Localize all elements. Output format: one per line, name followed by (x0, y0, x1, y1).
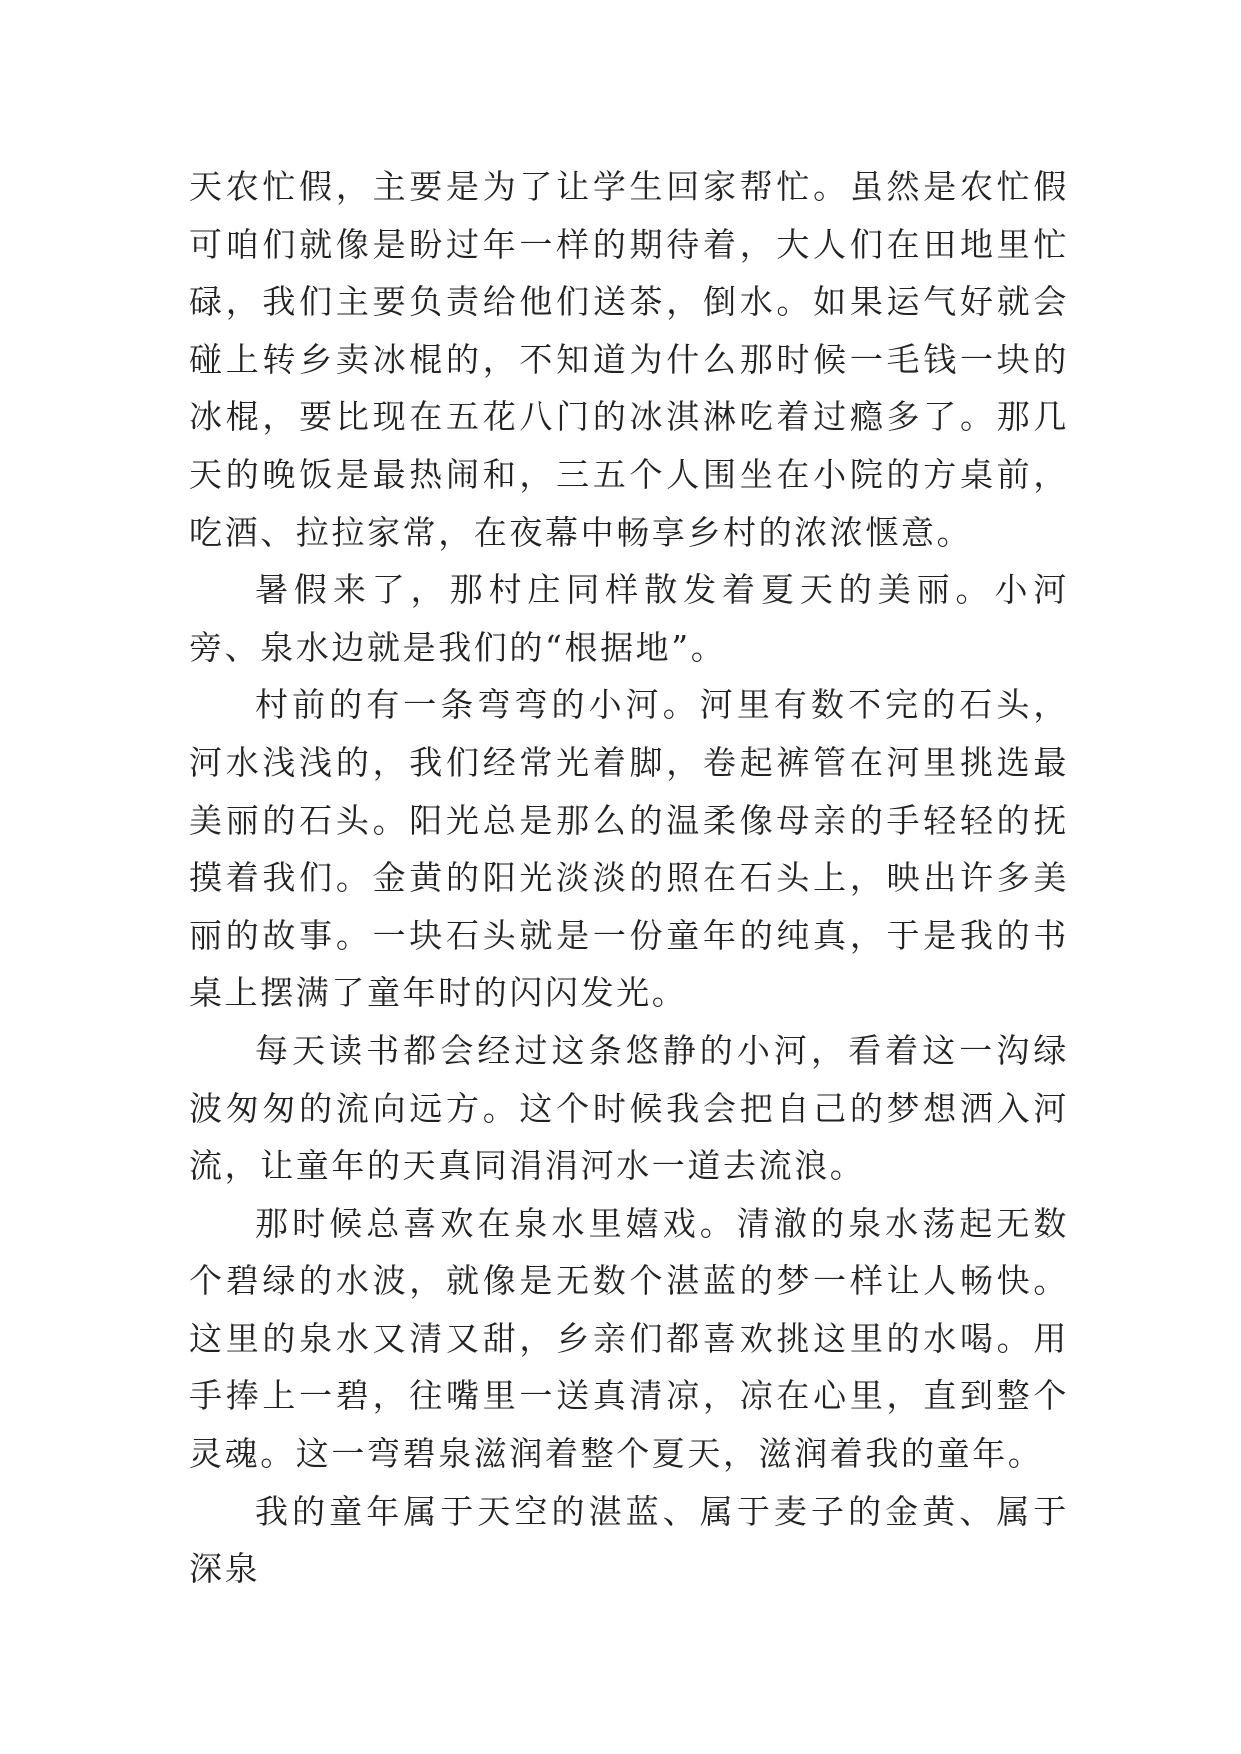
paragraph-5: 那时候总喜欢在泉水里嬉戏。清澈的泉水荡起无数个碧绿的水波，就像是无数个湛蓝的梦一样让人畅快。这里的泉水又清又甜，乡亲们都喜欢挑这里的水喝。用手捧上一碧，往嘴里一送真清凉，凉在心里，直到整个灵魂。这一弯碧泉滋润着整个夏天，滋润着我的童年。 (189, 1203, 1069, 1474)
paragraph-4: 每天读书都会经过这条悠静的小河，看着这一沟绿波匆匆的流向远方。这个时候我会把自己的梦想洒入河流，让童年的天真同涓涓河水一道去流浪。 (189, 1030, 1069, 1186)
paragraph-3: 村前的有一条弯弯的小河。河里有数不完的石头，河水浅浅的，我们经常光着脚，卷起裤管在河里挑选最美丽的石头。阳光总是那么的温柔像母亲的手轻轻的抚摸着我们。金黄的阳光淡淡的照在石头上，映出许多美丽的故事。一块石头就是一份童年的纯真，于是我的书桌上摆满了童年时的闪闪发光。 (189, 685, 1069, 1013)
paragraph-6: 我的童年属于天空的湛蓝、属于麦子的金黄、属于深泉 (189, 1491, 1069, 1589)
paragraph-2: 暑假来了，那村庄同样散发着夏天的美丽。小河旁、泉水边就是我们的“根据地”。 (189, 570, 1069, 667)
article-body (189, 158, 1069, 1598)
paragraph-1: 天农忙假，主要是为了让学生回家帮忙。虽然是农忙假可咱们就像是盼过年一样的期待着，大人们在田地里忙碌，我们主要负责给他们送茶，倒水。如果运气好就会碰上转乡卖冰棍的，不知道为什么那时候一毛钱一块的冰棍，要比现在五花八门的冰淇淋吃着过瘾多了。那几天的晚饭是最热闹和，三五个人围坐在小院的方桌前，吃酒、拉拉家常，在夜幕中畅享乡村的浓浓惬意。 (189, 167, 1069, 552)
